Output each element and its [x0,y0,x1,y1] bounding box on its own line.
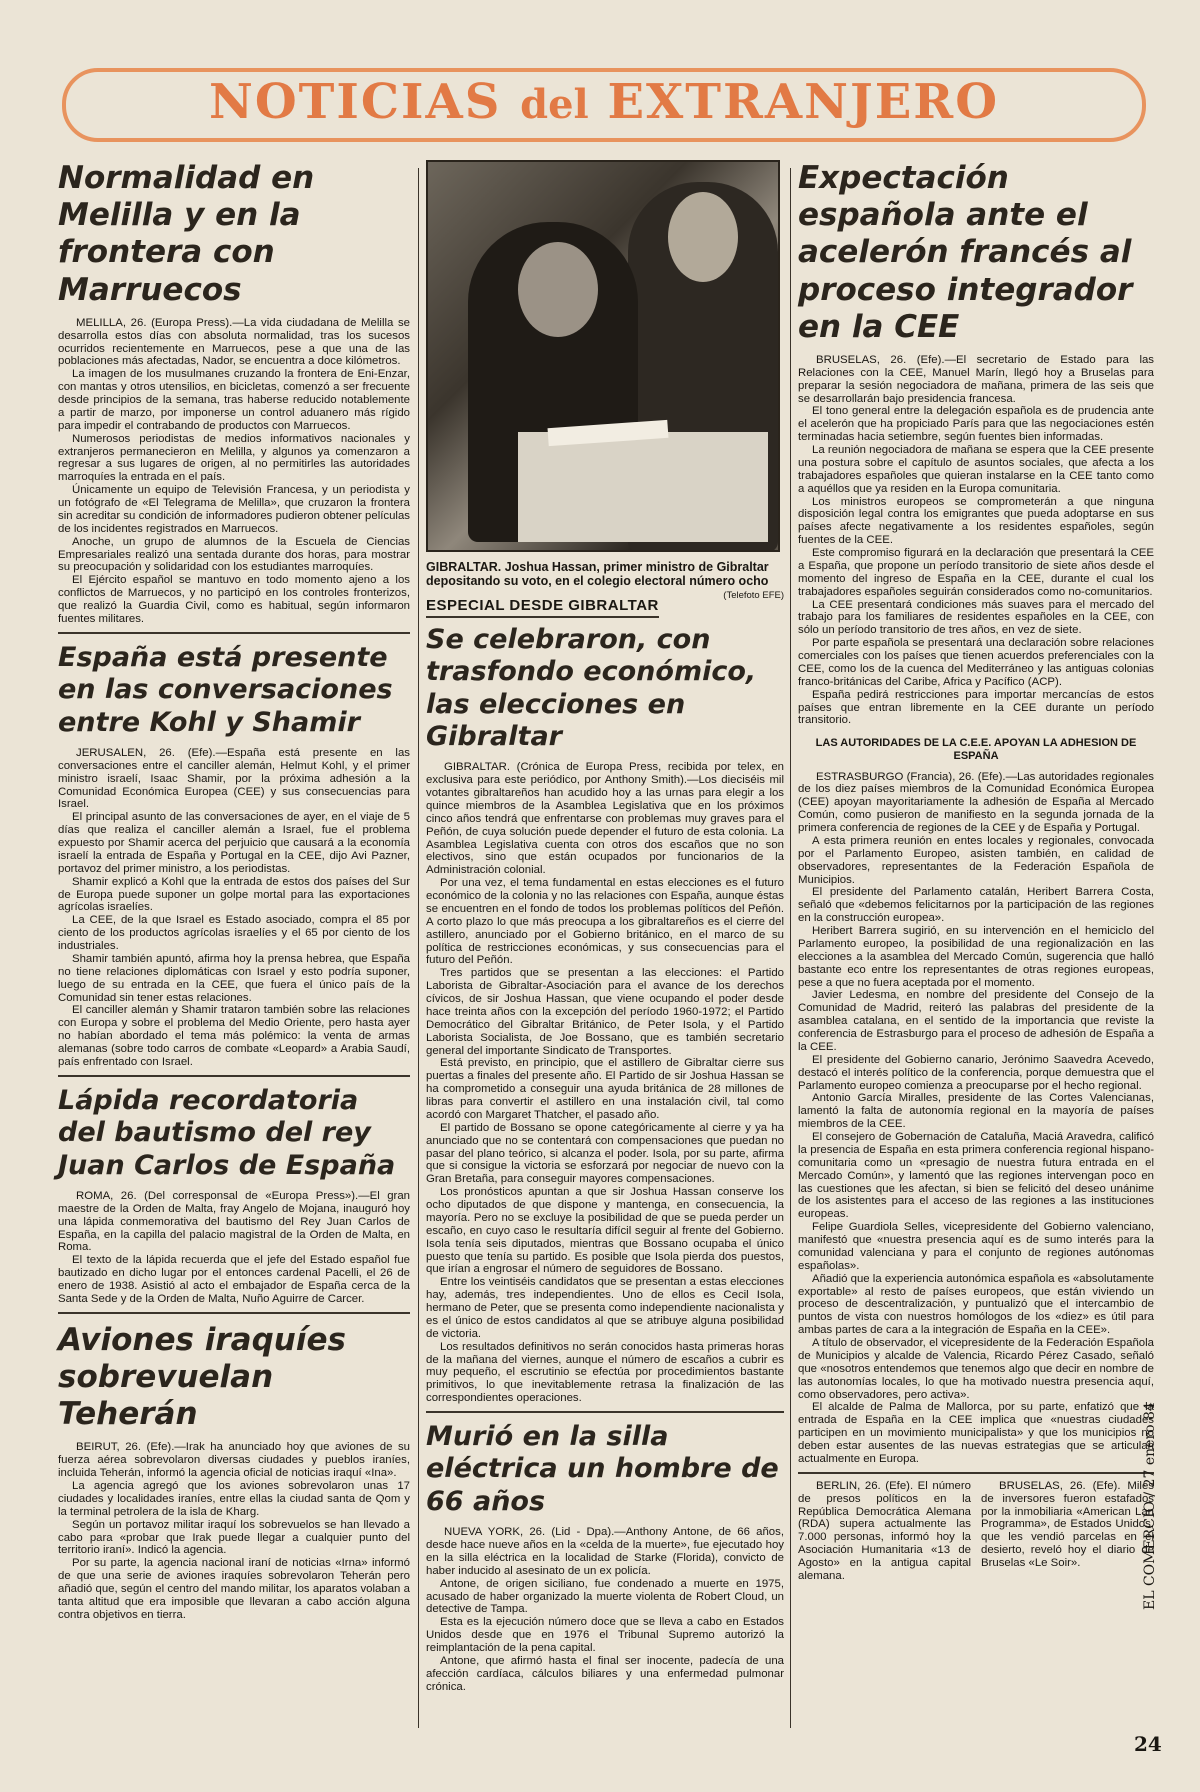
brief-news [798,1472,1154,1583]
column-left [58,160,410,1622]
headline-melilla: Normalidad en Melilla y en la frontera con Marruecos [58,160,315,308]
headline-aviones: Aviones iraquíes sobrevuelan Teherán [58,1321,346,1433]
brief-bruselas: BRUSELAS, 26. (Efe). Miles de inversores fueron estafados por la inmobiliaria «American Lan Programma», de Estados Unidos, que les vendió parcelas en el desierto, reveló hoy el diario de Bruselas «Le Soir». [981,1479,1154,1570]
divider [426,1411,784,1413]
article-body: MELILLA, 26. (Europa Press).—La vida ciudadana de Melilla se desarrolla estos días con absoluta normalidad, tras los sucesos ocurridos recientemente en Marruecos, pese a que una de las poblaciones más afectadas, Nador, se encuentra a doce kilómetros. La imagen de los musulmanes cruzando la frontera de Eni-Enzar, con mantas y otros utensilios, en bicicletas, comenzó a ser frecuente desde principios de la semana, tras haberse reducido notablemente a partir de marzo, por imponerse un control aduanero más rígido para impedir el contrabando de productos con Marruecos. Numerosos periodistas de medios informativos nacionales y extranjeros permanecieron en Melilla, y algunos ya comenzaron a regresar a sus lugares de origen, al no permitirles las autoridades marroquíes la entrada en el país. Únicamente un equipo de Televisión Francesa, y un periodista y un fotógrafo de «El Telegrama de Melilla», que cruzaron la frontera sin acreditar su condición de informadores pudieron obtener películas de los incidentes registrados en Marruecos. Anoche, un grupo de alumnos de la Escuela de Ciencias Empresariales realizó una sentada durante dos horas, para mostrar su preocupación y solidaridad con los estudiantes marroquíes. El Ejército español se mantuvo en todo momento ajeno a los conflictos de Marruecos, y no participó en los controles fronterizos, que realizó la Guardia Civil, como es habitual, según informaron fuentes militares. [58,316,410,625]
article-cee [798,160,1154,1466]
brief-berlin: BERLIN, 26. (Efe). El número de presos políticos en la República Democrática Alemana (RDA) supera actualmente las 7.000 personas, informó hoy la Asociación Humanitaria «13 de Agosto» en la antigua capital alemana. [798,1479,971,1582]
masthead-date: EL COMERCIO / 27 enero 84 [1142,1402,1158,1610]
news-photo [426,160,780,552]
headline-cee: Expectación española ante el acelerón francés al proceso integrador en la CEE [798,160,1133,345]
article-body: NUEVA YORK, 26. (Lid - Dpa).—Anthony Antone, de 66 años, desde hace nueve años en la «celda de la muerte», fue ejecutado hoy en la silla eléctrica en la localidad de Starke (Florida), convicto de haber inducido al asesinato de un ex policía. Antone, de origen siciliano, fue condenado a muerte en 1975, acusado de haber organizado la muerte violenta de Robert Cloud, un detective de Tampa. Esta es la ejecución número doce que se lleva a cabo en Estados Unidos desde que en 1976 el Tribunal Supremo autorizó la reimplantación de la pena capital. Antone, que afirmó hasta el final ser inocente, padecía de una afección cardíaca, cálculos biliares y una enfermedad pulmonar crónica. [426,1526,784,1693]
headline-gibraltar: Se celebraron, con trasfondo económico, las elecciones en Gibraltar [426,623,757,752]
divider [58,1312,410,1314]
section-banner [62,68,1146,142]
article-body: JERUSALEN, 26. (Efe).—España está presente en las conversaciones entre el canciller alemán, Helmut Kohl, y el primer ministro israelí, Isaac Shamir, por la próxima adhesión a la Comunidad Económica Europea (CEE) y sus consecuencias para Israel. El principal asunto de las conversaciones de ayer, en el viaje de 5 días que realiza el canciller alemán a Israel, fue el problema expuesto por Shamir acerca del perjuicio que causará a la economía israelí la entrada de España y Portugal en la CEE, dijo Avi Pazner, portavoz del primer ministro, a los periodistas. Shamir explicó a Kohl que la entrada de estos dos países del Sur de Europa puede suponer un golpe mortal para las exportaciones agrícolas israelíes. La CEE, de la que Israel es Estado asociado, compra el 85 por ciento de los productos agrícolas israelíes y el 65 por ciento de los industriales. Shamir también apuntó, afirma hoy la prensa hebrea, que España no tiene relaciones diplomáticas con Israel y esto podría suponer, luego de su entrada en la CEE, que fuera el único país de la Comunidad sin tener estas relaciones. El canciller alemán y Shamir trataron también sobre las relaciones con Europa y sobre el problema del Medio Oriente, pero hasta ayer no habían abordado el tema más polémico: la venta de armas alemanas (sobre todo carros de combate «Leopard» a Arabia Saudí, país enfrentado con Israel. [58,746,410,1068]
article-gibraltar [426,624,784,1405]
divider [58,1075,410,1077]
article-subhead: LAS AUTORIDADES DE LA C.E.E. APOYAN LA ADHESION DE ESPAÑA [815,737,1137,762]
headline-kohl-shamir: España está presente en las conversaciones entre Kohl y Shamir [58,641,393,738]
column-center [426,160,784,1694]
article-aviones [58,1322,410,1622]
article-kohl-shamir [58,642,410,1069]
article-body: BEIRUT, 26. (Efe).—Irak ha anunciado hoy que aviones de su fuerza aérea sobrevolaron diversas ciudades y pueblos iraníes, incluida Teherán, informó la agencia oficial de noticias iraquí «Ina». La agencia agregó que los aviones sobrevolaron unas 17 ciudades y localidades iraníes, entre ellas la ciudad santa de Qom y la terminal petrolera de la isla de Kharg. Según un portavoz militar iraquí los sobrevuelos se han llevado a cabo para «probar que Irak puede llegar a cualquier punto del territorio iraní». Indicó la agencia. Por su parte, la agencia nacional iraní de noticias «Irna» informó de que una serie de aviones iraquíes sobrevolaron Teherán pero añadió que, según el centro del mando militar, los aparatos volaban a tanta altitud que era imposible que llevaran a cabo acción alguna contra objetivos en tierra. [58,1441,410,1621]
headline-silla-electrica: Murió en la silla eléctrica un hombre de 66 años [426,1421,779,1517]
section-kicker: ESPECIAL DESDE GIBRALTAR [426,597,659,618]
photo-credit: (Telefoto EFE) [723,589,784,601]
article-body: ROMA, 26. (Del corresponsal de «Europa Press»).—El gran maestre de la Orden de Malta, fray Angelo de Mojana, inauguró hoy una lápida conmemorativa del bautismo del Rey Juan Carlos de España, en la capilla del palacio magistral de la Orden de Malta, en Roma. El texto de la lápida recuerda que el jefe del Estado español fue bautizado en dicho lugar por el entonces cardenal Pacelli, el 26 de enero de 1938. Asistió al acto el embajador de España cerca de la Santa Sede y de la Orden de Malta, Nuño Aguirre de Carcer. [58,1189,410,1305]
column-right [798,160,1154,1583]
column-rule-2 [790,168,791,1728]
article-body: GIBRALTAR. (Crónica de Europa Press, recibida por telex, en exclusiva para este periódico, por Anthony Smith).—Los dieciséis mil votantes gibraltareños han acudido hoy a las urnas para elegir a los quince miembros de la Asamblea Legislativa que en los próximos cinco años tendrá que enfrentarse con problemas muy graves para el Peñón, de cuya solución puede depender el futuro de esta colonia. La Asamblea Legislativa cuenta con otros dos escaños que no son electivos, sino que están ocupados por funcionarios de la Administración colonial. Por una vez, el tema fundamental en estas elecciones es el futuro económico de la colonia y no las relaciones con España, aunque éstas se encuentren en el fondo de todos los problemas políticos del Peñón. A corto plazo lo que más preocupa a los gibraltareños es el cierre del astillero, anunciado por el Gobierno británico, en el marco de su política de restricciones económicas, y sus consecuencias para el futuro del Peñón. Tres partidos que se presentan a las elecciones: el Partido Laborista de Gibraltar-Asociación para el avance de los derechos cívicos, de sir Joshua Hassan, que viene ocupando el poder desde hace treinta años con la excepción del período 1960-1972; el Partido Democrático del Gibraltar Británico, de Peter Isola, y el Partido Laborista Socialista, de Joe Bossano, que es también secretario general del importante Sindicato de Transportes. Está previsto, en principio, que el astillero de Gibraltar cierre sus puertas a finales del presente año. El Partido de sir Joshua Hassan se ha comprometido a conseguir una ayuda británica de 28 millones de libras para convertir el astillero en una instalación civil, tal como acordó con Margaret Thatcher, el pasado año. El partido de Bossano se opone categóricamente al cierre y ya ha anunciado que no se contentará con compensaciones que puedan no pasar del plano teórico, si alcanza el poder. Isola, por su parte, afirma que si consigue la victoria se esforzará por negociar de nuevo con la Gran Bretaña, para conseguir mayores compensaciones. Los pronósticos apuntan a que sir Joshua Hassan conserve los ocho diputados de que dispone y mantenga, en consecuencia, la mayoría. Pero no se excluye la posibilidad de que se pueda perder un escaño, en cuyo caso le resultaría difícil seguir al frente del Gobierno. Isola tenía seis diputados, mientras que Bossano ocupaba el único puesto que tenía su partido. Es posible que Isola pierda dos puestos, que irían a engrosar el número de seguidores de Bossano. Entre los veintiséis candidatos que se presentan a estas elecciones hay, además, tres independientes. Uno de ellos es Cecil Isola, hermano de Peter, que se presenta como independiente nacionalista y es el único de estos candidatos al que se atribuye alguna posibilidad de victoria. Los resultados definitivos no serán conocidos hasta primeras horas de la mañana del viernes, aunque el número de escaños a cubrir es muy pequeño, el escrutinio se efectúa por procedimientos bastante primitivos, lo que inevitablemente retrasa la finalización de las correspondientes operaciones. [426,761,784,1405]
column-rule-1 [418,168,419,1728]
headline-lapida: Lápida recordatoria del bautismo del rey Juan Carlos de España [58,1084,396,1181]
divider [58,632,410,634]
article-body: BRUSELAS, 26. (Efe).—El secretario de Estado para las Relaciones con la CEE, Manuel Marín, llegó hoy a Bruselas para preparar la sesión negociadora de mañana, primera de las seis que se desarrollarán bajo presidencia francesa. El tono general entre la delegación española es de prudencia ante el acelerón que ha propiciado París para que las negociaciones estén terminadas hacia setiembre, según fuentes bien informadas. La reunión negociadora de mañana se espera que la CEE presente una postura sobre el capítulo de asuntos sociales, que afecta a los trabajadores españoles que quieran instalarse en la CEE tanto como a aquéllos que ya residen en la Europa comunitaria. Los ministros europeos se comprometerán a que ninguna disposición legal contra los emigrantes que pueda adoptarse en sus países afecte negativamente a los residentes españoles, según fuentes de la CEE. Este compromiso figurará en la declaración que presentará la CEE a España, que propone un período transitorio de siete años desde el momento del ingreso de España en la CEE, durante el cual los trabajadores españoles seguirán considerados como no-comunitarios. La CEE presentará condiciones más suaves para el mercado del trabajo para los familiares de residentes españoles en la CEE, con sólo un período transitorio de tres años, en vez de siete. Por parte española se presentará una declaración sobre relaciones comerciales con los países que tienen acuerdos preferenciales con la CEE, como los de la cuenca del Mediterráneo y las antiguas colonias franco-británicas del Caribe, Africa y Pacífico (ACP). España pedirá restricciones para importar mercancías de estos países que entran libremente en la CEE durante un período transitorio. [798,353,1154,727]
page-number: 24 [1134,1732,1162,1756]
section-title: NOTICIAS del EXTRANJERO [208,74,1000,130]
photo-caption: GIBRALTAR. Joshua Hassan, primer ministro de Gibraltar depositando su voto, en el colegio electoral número ocho (Telefoto EFE) [426,560,784,601]
article-body: ESTRASBURGO (Francia), 26. (Efe).—Las autoridades regionales de los diez países miembros de la Comunidad Económica Europea (CEE) apoyan mayoritariamente la adhesión de España al Mercado Común, como pusieron de manifiesto en la segunda jornada de la primera conferencia de regiones de la CEE y de España y Portugal. A esta primera reunión en entes locales y regionales, convocada por el Parlamento Europeo, asisten también, en calidad de observadores, representantes de la Federación Española de Municipios. El presidente del Parlamento catalán, Heribert Barrera Costa, señaló que «debemos felicitarnos por la participación de las regiones en la construcción europea». Heribert Barrera sugirió, en su intervención en el hemiciclo del Parlamento europeo, la posibilidad de una regionalización en las elecciones a la asamblea del Mercado Común, sugerencia que halló bastante eco entre los representantes de otras regiones europeas, pese a que no fuera aceptada por el momento. Javier Ledesma, en nombre del presidente del Consejo de la Comunidad de Madrid, reiteró las palabras del presidente de la asamblea catalana, en el sentido de la importancia que reviste la conferencia de Estrasburgo para el proceso de adhesión de España a la CEE. El presidente del Gobierno canario, Jerónimo Saavedra Acevedo, destacó el interés político de la conferencia, porque demuestra que el Parlamento europeo comienza a preocuparse por el hecho regional. Antonio García Miralles, presidente de las Cortes Valencianas, lamentó la falta de autonomía regional en la mayoría de países miembros de la CEE. El consejero de Gobernación de Cataluña, Maciá Aravedra, calificó la presencia de España en esta primera conferencia regional hispano-comunitaria como un «presagio de nuestra futura entrada en el Mercado Común», y lamentó que las regiones intervengan poco en las cuestiones que les afectan, si bien se felicitó del deseo unánime de los asistentes para el acceso de las regiones a las instituciones europeas. Felipe Guardiola Selles, vicepresidente del Gobierno valenciano, manifestó que «nuestra presencia aquí es de sumo interés para la comunidad valenciana y para el conjunto de regiones autónomas españolas». Añadió que la experiencia autonómica española es «absolutamente exportable» al resto de países europeos, que están viviendo un proceso de descentralización, y puntualizó que el intercambio de puntos de vista con nuestros homólogos de los «diez» es útil para ambas partes de cara a la integración de España en la CEE». A título de observador, el vicepresidente de la Federación Española de Municipios y alcalde de Valencia, Ricardo Pérez Casado, señaló que «nosotros entendemos que tenemos algo que decir en nombre de las autonomías locales, lo que ha motivado nuestra presencia aquí, como observadores, pero activa». El alcalde de Palma de Mallorca, por su parte, enfatizó que la entrada de España en la CEE implica que «nuestras ciudades participen en un movimiento municipalista» y que los municipios no deben estar ausentes de las nuevas estrategias que se articulan actualmente en Europa. [798,770,1154,1465]
article-silla-electrica [426,1421,784,1694]
article-lapida [58,1085,410,1306]
article-melilla [58,160,410,626]
